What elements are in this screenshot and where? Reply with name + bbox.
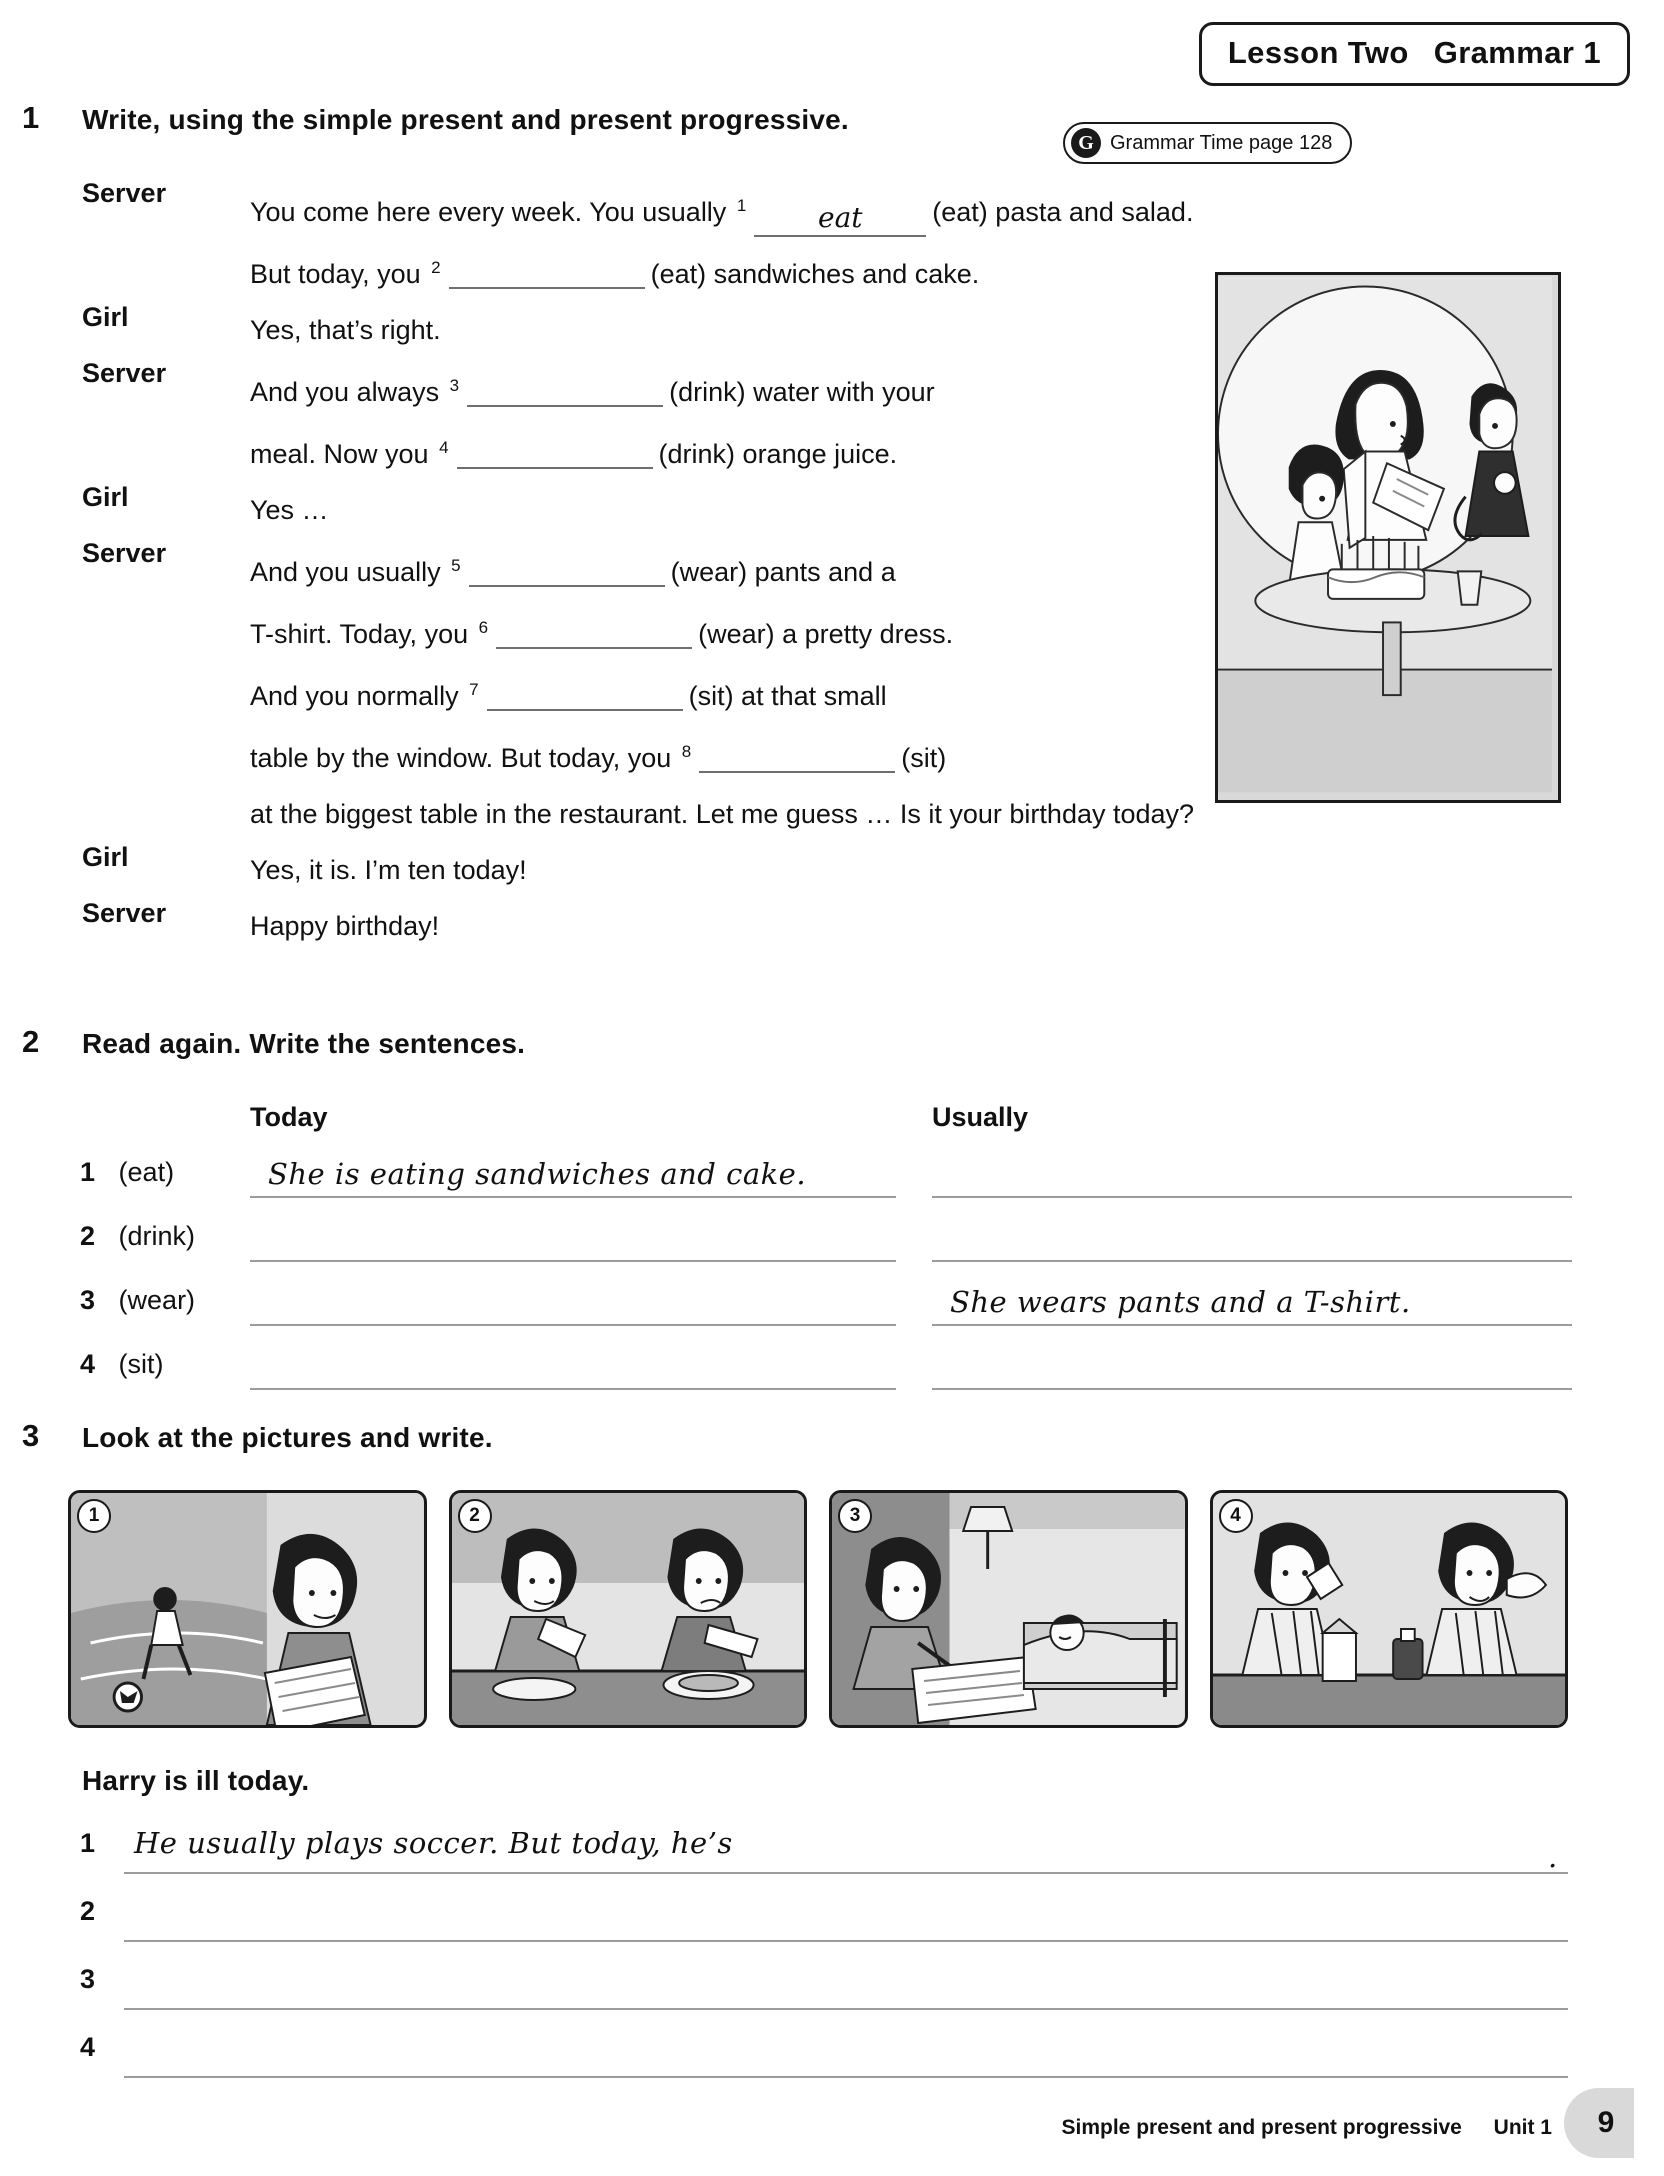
dialogue-line [250,842,1572,898]
answer-line-usually-4[interactable] [932,1388,1572,1390]
row-verb: (drink) [118,1221,196,1251]
dialogue-text: (wear) pants and a [670,557,896,587]
answer-period-1: . [1548,1840,1558,1874]
dialogue-speaker: Girl [82,482,129,512]
footer-unit: Unit 1 [1493,2116,1552,2139]
dialogue-row [82,420,1572,482]
answer-line-2[interactable] [124,1940,1568,1942]
dialogue-row [82,482,1572,538]
dialogue-block [82,178,1572,954]
dialogue-row [82,786,1572,842]
fill-in-blank[interactable] [467,373,663,407]
answer-usually-3: She wears pants and a T-shirt. [950,1285,1411,1319]
fill-in-blank[interactable] [699,739,895,773]
picture-2-art [452,1493,805,1725]
picture-4-number: 4 [1219,1499,1253,1533]
answer-line-3[interactable] [124,2008,1568,2010]
answer-number-1 [80,1828,95,1859]
dialogue-row [82,842,1572,898]
dialogue-text: And you usually [250,557,449,587]
dialogue-line [250,898,1572,954]
harry-lead-text: Harry is ill today. [82,1765,310,1796]
dialogue-text: (sit) at that small [688,681,887,711]
dialogue-speaker: Server [82,358,167,388]
blank-index-marker: 4 [439,438,449,457]
picture-3-number: 3 [838,1499,872,1533]
dialogue-row [82,538,1572,600]
lesson-badge [1199,22,1630,86]
answer-line-usually-2[interactable] [932,1260,1572,1262]
row-number: 3 [80,1285,96,1315]
blank-index-marker: 3 [449,376,460,395]
answer-number-4 [80,2032,95,2063]
dialogue-row [82,302,1572,358]
picture-2[interactable] [449,1490,808,1728]
answer-text-1: He usually plays soccer. But today, he’s [134,1826,733,1860]
table-row [80,1221,195,1252]
picture-1[interactable] [68,1490,427,1728]
dialogue-text: (drink) water with your [669,377,935,407]
grammar-badge-icon: G [1071,128,1101,158]
fill-in-blank[interactable] [487,677,683,711]
exercise-2-title: Read again. Write the sentences. [82,1028,526,1059]
dialogue-text: (eat) sandwiches and cake. [650,259,980,289]
footer [1062,2116,1553,2140]
dialogue-line [250,178,1572,240]
blank-index-marker: 1 [736,196,747,215]
exercise-1-title: Write, using the simple present and present progressive. [82,104,849,135]
exercise-1-number: 1 [22,100,40,135]
picture-strip [68,1490,1568,1728]
blank-index-marker: 5 [451,556,461,575]
lesson-label: Lesson Two [1227,35,1409,70]
footer-topic: Simple present and present progressive [1061,2116,1462,2139]
dialogue-line [250,358,1572,420]
row-verb: (wear) [118,1285,196,1315]
row-number: 2 [80,1896,96,1926]
dialogue-row [82,600,1572,662]
dialogue-text: table by the window. But today, you [250,743,679,773]
picture-1-art [71,1493,424,1725]
dialogue-text: And you normally [250,681,467,711]
row-number: 3 [80,1964,96,1994]
column-header-today: Today [250,1102,328,1132]
row-number: 2 [80,1221,96,1251]
dialogue-text: (sit) [901,743,947,773]
blank-index-marker: 7 [469,680,479,699]
dialogue-row [82,662,1572,724]
table-row [80,1349,164,1380]
blank-index-marker: 2 [431,258,441,277]
grammar-time-link[interactable] [1063,122,1352,164]
fill-in-blank[interactable] [449,255,645,289]
dialogue-row [82,240,1572,302]
fill-in-blank[interactable] [457,435,653,469]
dialogue-speaker: Girl [82,842,129,872]
answer-line-4[interactable] [124,2076,1568,2078]
answer-line-today-1[interactable] [250,1196,896,1198]
answer-number-3 [80,1964,95,1995]
fill-in-blank[interactable] [496,615,692,649]
grammar-time-label: Grammar Time page 128 [1110,131,1333,154]
row-number: 1 [80,1828,96,1858]
dialogue-text: Happy birthday! [250,911,440,941]
dialogue-line [250,302,1572,358]
dialogue-text: at the biggest table in the restaurant. Let me guess … Is it your birthday today? [250,799,1195,829]
blank-index-marker: 6 [478,618,489,637]
picture-3[interactable] [829,1490,1188,1728]
dialogue-line [250,662,1572,724]
dialogue-text: T-shirt. Today, you [250,619,476,649]
row-verb: (sit) [118,1349,164,1379]
answer-line-today-3[interactable] [250,1324,896,1326]
answer-line-1[interactable] [124,1872,1568,1874]
grammar-label: Grammar 1 [1433,35,1601,70]
dialogue-text: (drink) orange juice. [658,439,898,469]
exercise-3-title: Look at the pictures and write. [82,1422,493,1453]
dialogue-text: And you always [250,377,447,407]
picture-1-number: 1 [77,1499,111,1533]
dialogue-speaker: Server [82,178,167,208]
dialogue-text: Yes, that’s right. [250,315,441,345]
dialogue-line [250,240,1572,302]
row-verb: (eat) [118,1157,175,1187]
blank-index-marker: 8 [681,742,692,761]
dialogue-text: (wear) a pretty dress. [698,619,954,649]
answer-number-2 [80,1896,95,1927]
fill-in-blank[interactable] [469,553,665,587]
dialogue-text: You come here every week. You usually [250,197,734,227]
dialogue-line [250,482,1572,538]
table-row [80,1285,195,1316]
dialogue-speaker: Server [82,538,167,568]
page-number: 9 [1564,2088,1634,2158]
dialogue-line [250,786,1572,842]
dialogue-text: Yes, it is. I’m ten today! [250,855,527,885]
exercise-3-number: 3 [22,1418,40,1453]
dialogue-text: meal. Now you [250,439,437,469]
fill-in-blank[interactable] [754,203,926,237]
dialogue-row [82,898,1572,954]
row-number: 4 [80,1349,96,1379]
dialogue-row [82,178,1572,240]
dialogue-line [250,724,1572,786]
answer-today-1: She is eating sandwiches and cake. [268,1157,807,1191]
column-header-usually: Usually [932,1102,1029,1132]
picture-3-art [832,1493,1185,1725]
answer-line-today-4[interactable] [250,1388,896,1390]
dialogue-text: But today, you [250,259,429,289]
dialogue-line [250,600,1572,662]
answer-line-today-2[interactable] [250,1260,896,1262]
dialogue-row [82,358,1572,420]
dialogue-row [82,724,1572,786]
row-number: 4 [80,2032,96,2062]
answer-line-usually-1[interactable] [932,1196,1572,1198]
exercise-2-number: 2 [22,1024,40,1059]
picture-2-number: 2 [458,1499,492,1533]
table-row [80,1157,174,1188]
dialogue-speaker: Girl [82,302,129,332]
answer-line-usually-3[interactable] [932,1324,1572,1326]
picture-4[interactable] [1210,1490,1569,1728]
dialogue-line [250,420,1572,482]
picture-4-art [1213,1493,1566,1725]
dialogue-line [250,538,1572,600]
row-number: 1 [80,1157,96,1187]
dialogue-speaker: Server [82,898,167,928]
blank-answer: eat [818,201,863,234]
dialogue-text: (eat) pasta and salad. [932,197,1194,227]
dialogue-text: Yes … [250,495,329,525]
